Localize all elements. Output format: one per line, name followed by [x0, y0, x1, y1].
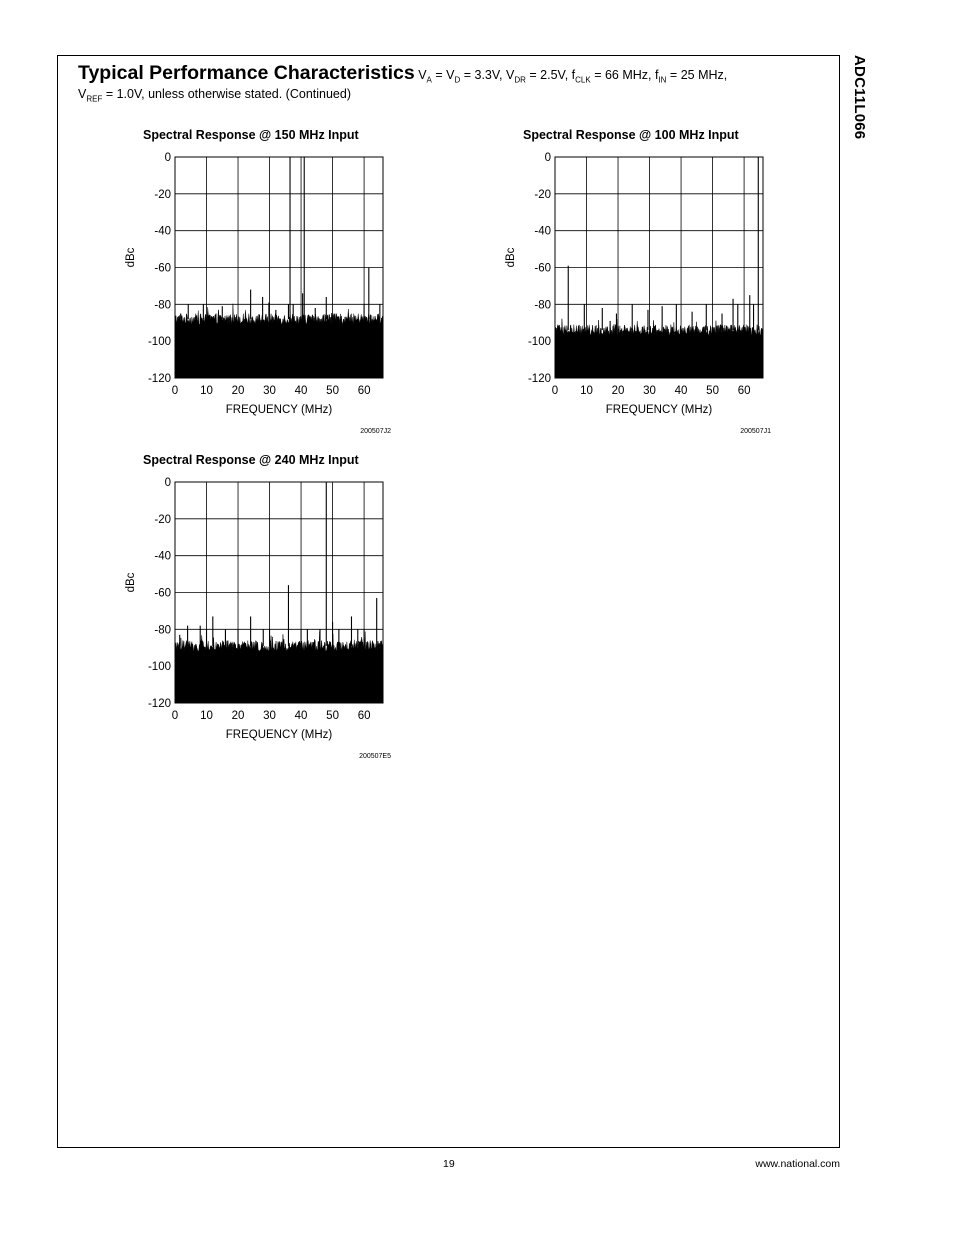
- side-title: ADC11L066: [851, 55, 868, 140]
- y-axis-label: dBc: [125, 572, 137, 593]
- condition-text: = 66 MHz, f: [590, 68, 659, 82]
- spectral-chart-240mhz: [115, 447, 415, 767]
- y-tick-label: -40: [534, 225, 551, 238]
- x-tick-label: 20: [231, 385, 245, 397]
- y-tick-label: -120: [147, 698, 171, 710]
- spectral-chart-100mhz: [495, 122, 795, 442]
- x-tick-label: 10: [200, 710, 213, 722]
- page-number: 19: [443, 1158, 455, 1170]
- chart-svg: [115, 122, 415, 442]
- x-tick-label: 20: [231, 710, 245, 722]
- x-tick-label: 10: [200, 385, 213, 397]
- y-tick-label: -20: [534, 188, 551, 201]
- condition-sub: IN: [658, 75, 667, 85]
- y-tick-label: -80: [534, 299, 551, 312]
- y-axis-label: dBc: [125, 247, 137, 268]
- y-tick-label: 0: [164, 152, 171, 164]
- chart-title: Spectral Response @ 240 MHz Input: [143, 453, 359, 467]
- figure-id: 200507E5: [359, 753, 391, 760]
- x-tick-label: 60: [357, 385, 371, 397]
- y-tick-label: 0: [164, 477, 171, 489]
- figure-id: 200507J2: [360, 428, 391, 435]
- x-tick-label: 50: [326, 385, 339, 397]
- x-tick-label: 50: [706, 385, 719, 397]
- x-tick-label: 0: [551, 385, 559, 397]
- y-tick-label: -20: [154, 188, 171, 201]
- condition-sub: DR: [514, 75, 526, 85]
- x-tick-label: 0: [171, 710, 179, 722]
- condition-sub: CLK: [575, 75, 591, 85]
- condition-text: = 25 MHz,: [666, 68, 728, 82]
- x-tick-label: 40: [674, 385, 688, 397]
- chart-title: Spectral Response @ 150 MHz Input: [143, 128, 359, 142]
- chart-svg: [115, 447, 415, 767]
- x-tick-label: 30: [643, 385, 656, 397]
- y-tick-label: -80: [154, 299, 171, 312]
- y-tick-label: -100: [527, 336, 551, 349]
- y-tick-label: -100: [147, 336, 171, 349]
- y-tick-label: -20: [154, 513, 171, 526]
- condition-text: V: [414, 68, 427, 82]
- condition-sub: REF: [86, 94, 103, 104]
- condition-text: V: [78, 87, 87, 101]
- x-tick-label: 60: [737, 385, 751, 397]
- y-tick-label: -120: [527, 373, 551, 385]
- x-axis-label: FREQUENCY (MHz): [225, 729, 333, 741]
- y-tick-label: -100: [147, 661, 171, 674]
- x-tick-label: 0: [171, 385, 179, 397]
- condition-text: = 2.5V, f: [525, 68, 576, 82]
- condition-sub: D: [454, 75, 461, 85]
- x-tick-label: 10: [580, 385, 593, 397]
- x-tick-label: 30: [263, 710, 276, 722]
- condition-text: = V: [431, 68, 455, 82]
- chart-title: Spectral Response @ 100 MHz Input: [523, 128, 739, 142]
- x-tick-label: 60: [357, 710, 371, 722]
- noise-floor-area: [175, 304, 383, 378]
- chart-svg: [495, 122, 795, 442]
- y-tick-label: -40: [154, 550, 171, 563]
- y-tick-label: 0: [544, 152, 551, 164]
- y-axis-label: dBc: [505, 247, 517, 268]
- y-tick-label: -60: [534, 262, 551, 275]
- x-tick-label: 40: [294, 710, 308, 722]
- x-tick-label: 40: [294, 385, 308, 397]
- spectral-chart-150mhz: [115, 122, 415, 442]
- y-tick-label: -60: [154, 262, 171, 275]
- y-tick-label: -60: [154, 587, 171, 600]
- x-axis-label: FREQUENCY (MHz): [605, 404, 713, 416]
- condition-sub: A: [426, 75, 432, 85]
- y-tick-label: -40: [154, 225, 171, 238]
- x-tick-label: 50: [326, 710, 339, 722]
- condition-text: = 1.0V, unless otherwise stated. (Continued): [102, 87, 351, 101]
- section-title: Typical Performance Characteristics: [78, 62, 415, 84]
- y-tick-label: -120: [147, 373, 171, 385]
- y-tick-label: -80: [154, 624, 171, 637]
- x-axis-label: FREQUENCY (MHz): [225, 404, 333, 416]
- condition-text: = 3.3V, V: [460, 68, 515, 82]
- x-tick-label: 20: [611, 385, 625, 397]
- figure-id: 200507J1: [740, 428, 771, 435]
- x-tick-label: 30: [263, 385, 276, 397]
- footer-url: www.national.com: [755, 1158, 840, 1170]
- section-heading: [78, 64, 828, 104]
